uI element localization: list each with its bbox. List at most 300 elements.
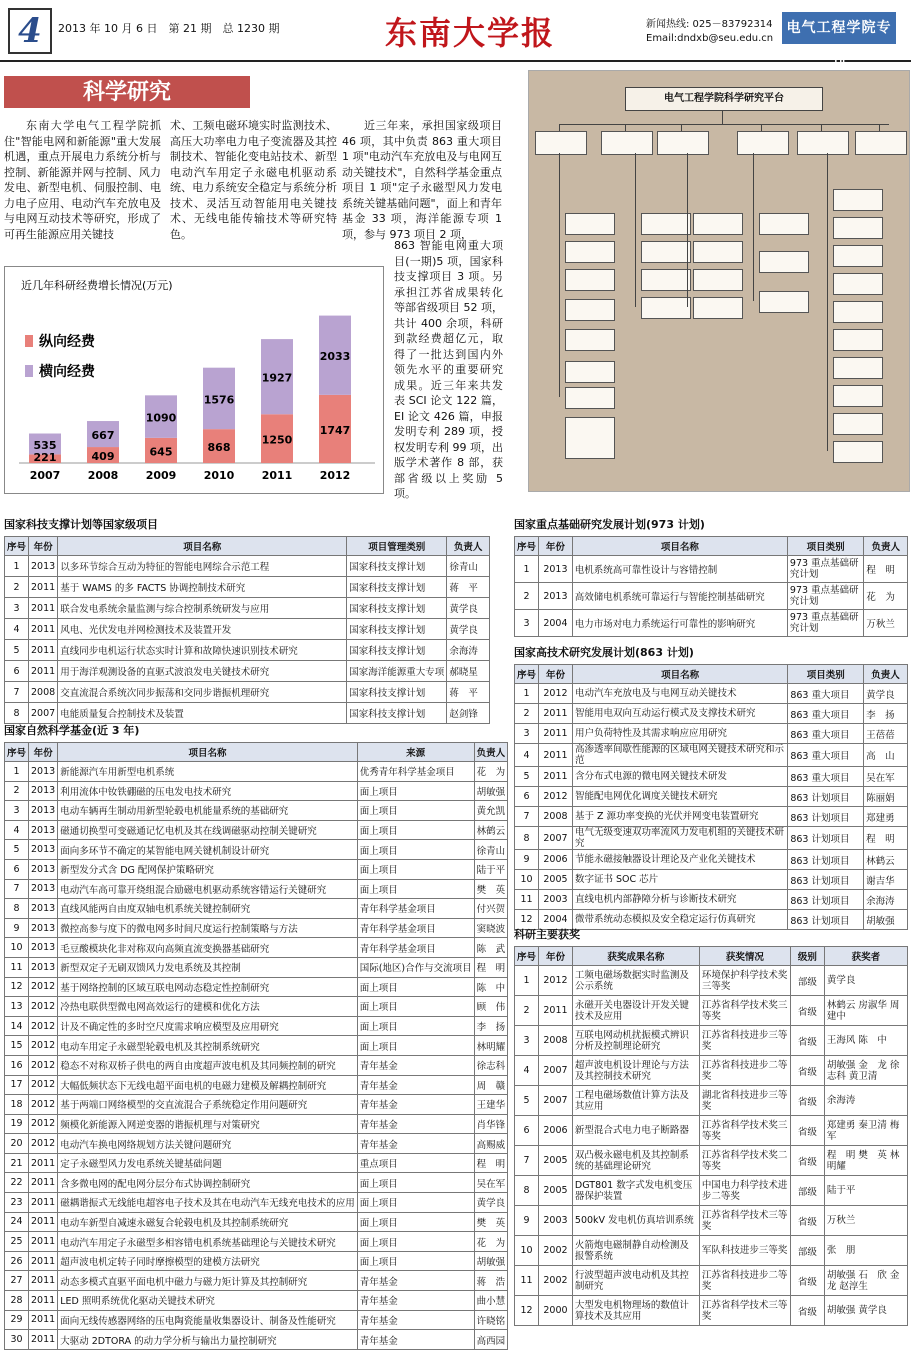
table-row [5,957,508,977]
table-row [515,787,908,807]
column-header: 获奖情况 [699,947,790,966]
table-cell: 27 [5,1271,29,1291]
table-cell: 2011 [29,1153,58,1173]
table-cell: 江苏省科学技术奖三等奖 [699,996,790,1026]
table-cell: 6 [515,787,539,807]
table-row [5,977,508,997]
table-cell: 2011 [29,619,58,640]
table-cell: 基于 Z 源功率变换的光伏并网变电装置研究 [572,807,787,827]
table-cell: 12 [5,977,29,997]
platform-item-box [833,329,883,351]
table-cell: 节能永磁接触器设计理论及产业化关键技术 [572,850,787,870]
table-cell: 青年科学基金项目 [357,899,474,919]
table-awards [514,926,908,1326]
table-cell: 用于海洋观测设备的直驱式波浪发电关键技术研究 [58,661,347,682]
table-row [515,1086,908,1116]
table-cell: 郑建勇 [864,807,908,827]
table-cell: 国家科技支撑计划 [347,640,447,661]
table-cell: 江苏省科技进步二等奖 [699,1056,790,1086]
table-cell: 2012 [539,966,573,996]
table-cell: 稳态不对称双桥子供电的两自由度超声波电机及其同频控制的研究 [58,1055,358,1075]
table-cell: 吴在军 [864,767,908,787]
table-cell: 1 [515,966,539,996]
table-cell: 程 明 [474,957,508,977]
table-cell: 肖华锋 [474,1114,508,1134]
platform-item-box [641,241,691,263]
table-row [515,890,908,910]
table-cell: 电动汽车高可靠开绕组混合励磁电机驱动系统容错运行关键研究 [58,879,358,899]
table-cell: 11 [5,957,29,977]
table-row [515,744,908,767]
platform-item-box [833,273,883,295]
table-cell: 基于两端口网络模型的交直流混合子系统稳定作用问题研究 [58,1095,358,1115]
table-cell: 7 [515,1146,539,1176]
table-cell: 交直流混合系统次同步振荡和交同步谐振机理研究 [58,682,347,703]
table-cell: 磁耦谐振式无线能电超容电子技术及其在电动汽车无线充电技术的应用 [58,1193,358,1213]
table-row [515,610,908,637]
table-cell: 青年科学基金项目 [357,938,474,958]
data-label: 1747 [319,423,351,437]
table-row [5,801,508,821]
x-tick-label: 2011 [261,469,293,482]
table-cell: 程 明 [474,1153,508,1173]
table-row [515,1176,908,1206]
table-cell: 30 [5,1330,29,1350]
legend-swatch [25,365,33,377]
table-cell: 2013 [29,840,58,860]
table-row [5,1212,508,1232]
table-cell: 张 朋 [824,1236,907,1266]
table-cell: 8 [515,1176,539,1206]
data-label: 868 [207,441,231,455]
funding-chart-svg [5,267,383,493]
article-paragraph: 863 智能电网重大项目(一期)5 项，国家科技支撑项目 3 项。另承担江苏省成果转化等部省级项目 52 项，共计 400 余项，科研到款经费超亿元，取得了一批达到国内外领先水平的重要研究成果。近三年来共发表 SCI 论文 122 篇，EI 论文 426 篇，申报发明专利 289 项，授权发明专利 99 项，出版学术著作 8 部，获部省级以上奖励 5 项。 [394,239,503,500]
table-cell: 电动汽车用定子永磁型多相容错电机系统基础理论与关键技术研究 [58,1232,358,1252]
legend-label: 纵向经费 [39,334,95,350]
data-label: 409 [91,450,115,464]
table-cell: 青年基金 [357,1271,474,1291]
table-cell: 风电、光伏发电并网检测技术及装置开发 [58,619,347,640]
x-tick-label: 2012 [319,469,351,482]
table-row [5,1114,508,1134]
table-row [5,899,508,919]
data-label: 535 [33,438,57,452]
table-cell: 黄学良 [824,966,907,996]
table-cell: 3 [515,610,539,637]
research-platform-diagram [528,70,910,492]
table-cell: 国家科技支撑计划 [347,598,447,619]
table-row [5,1291,508,1311]
table-cell: 6 [5,859,29,879]
article-column-2 [170,118,337,242]
table-cell: 大幅低频状态下无线电超平面电机的电磁力建模及解耦控制研究 [58,1075,358,1095]
table-row [5,703,490,724]
table-cell: 陆于平 [474,859,508,879]
table-cell: 以多环节综合互动为特征的智能电网综合示范工程 [58,556,347,577]
table-cell: 4 [5,820,29,840]
table-header-row [515,665,908,684]
table-cell: 14 [5,1016,29,1036]
column-header: 项目名称 [572,537,787,556]
table-cell: 省级 [790,996,824,1026]
table-cell: 付兴贺 [474,899,508,919]
table-cell: 重点项目 [357,1153,474,1173]
table-row [5,997,508,1017]
table-cell: 胡敏强 石 欣 金 龙 赵淳生 [824,1266,907,1296]
table-row [515,1056,908,1086]
table-cell: 定子永磁型风力发电系统关键基础问题 [58,1153,358,1173]
table-cell: 面上项目 [357,997,474,1017]
column-header: 序号 [5,743,29,762]
column-header: 序号 [515,537,539,556]
table-cell: 面上项目 [357,1251,474,1271]
table-cell: 2005 [539,1176,573,1206]
table-cell: 2008 [29,682,58,703]
table-cell: 5 [515,767,539,787]
table-cell: 2011 [29,1271,58,1291]
table-cell: 10 [5,938,29,958]
table-cell: 蒋 浩 [474,1271,508,1291]
issue-info: 2013 年 10 月 6 日 第 21 期 总 1230 期 [58,22,280,35]
table-cell: 黄学良 [864,684,908,704]
table-cell: 面上项目 [357,801,474,821]
column-header: 负责人 [864,537,908,556]
table-cell: 含分布式电源的微电网关键技术研发 [572,767,787,787]
table-cell: 5 [5,640,29,661]
table-cell: 余海涛 [864,890,908,910]
platform-item-box [565,387,615,409]
column-header: 序号 [515,947,539,966]
table-cell: 3 [5,598,29,619]
data-label: 667 [91,429,115,443]
table-cell: 6 [515,1116,539,1146]
table-cell: 国家科技支撑计划 [347,556,447,577]
platform-item-box [833,217,883,239]
table-cell: 863 计划项目 [788,870,864,890]
table-cell: 超声波电机设计理论与方法及其控制技术研究 [572,1056,699,1086]
x-tick-label: 2007 [29,469,61,482]
table-cell: 双凸极永磁电机及其控制系统的基础理论研究 [572,1146,699,1176]
table-cell: 2012 [29,1114,58,1134]
platform-item-box [565,299,615,321]
table-cell: 蒋 平 [447,682,490,703]
table-cell: 2013 [29,957,58,977]
table-cell: 3 [5,801,29,821]
table-row [515,1296,908,1326]
table-cell: 863 计划项目 [788,850,864,870]
column-header: 年份 [539,537,573,556]
column-header: 序号 [5,537,29,556]
table-cell: 省级 [790,1266,824,1296]
platform-item-box [565,213,615,235]
platform-item-box [833,189,883,211]
table-cell: 王建华 [474,1095,508,1115]
chart-legend [25,333,96,380]
platform-category-box [601,131,653,155]
table-cell: 2011 [539,767,573,787]
table-cell: 花 为 [864,583,908,610]
table-cell: 徐青山 [447,556,490,577]
table-cell: 2013 [29,899,58,919]
table-cell: 徐志科 [474,1055,508,1075]
table-row [5,840,508,860]
table-cell: 8 [5,703,29,724]
table-cell: 省级 [790,1296,824,1326]
table-cell: 16 [5,1055,29,1075]
platform-item-box [833,245,883,267]
table-cell: 2012 [29,977,58,997]
table-cell: 11 [515,890,539,910]
table-cell: 2 [5,781,29,801]
table-row [515,807,908,827]
table-cell: 2011 [29,1291,58,1311]
table-973-projects [514,516,908,637]
table-row [5,556,490,577]
legend-label: 横向经费 [39,364,95,380]
table-title: 国家重点基础研究发展计划(973 计划) [514,518,705,531]
platform-item-box [759,213,809,235]
table-cell: 大驱动 2DTORA 的动力学分析与输出力量控制研究 [58,1330,358,1350]
table-cell: 2012 [29,1095,58,1115]
table-cell: 2013 [29,918,58,938]
table-cell: 2012 [29,1036,58,1056]
table-cell: 青年基金 [357,1330,474,1350]
table-cell: 顾 伟 [474,997,508,1017]
table-cell: 面上项目 [357,1173,474,1193]
table-cell: 8 [515,827,539,850]
table-cell: 直线风能两自由度双轴电机系统关键控制研究 [58,899,358,919]
table-cell: 省级 [790,1146,824,1176]
table-row [5,1095,508,1115]
data-label: 1576 [203,393,235,407]
table-cell: 计及不确定性的多时空尺度需求响应模型及应用研究 [58,1016,358,1036]
table-cell: 程 明 [864,556,908,583]
table-cell: 智能用电双向互动运行模式及支撑技术研究 [572,704,787,724]
table-row [5,1330,508,1350]
table-title: 国家自然科学基金(近 3 年) [4,724,140,737]
contact-email: Email:dndxb@seu.edu.cn [646,33,774,44]
table-cell: 郑建勇 秦卫清 梅 军 [824,1116,907,1146]
table-cell: 黄学良 [447,619,490,640]
table-cell: 9 [5,918,29,938]
table-cell: 2013 [29,781,58,801]
table-cell: 面上项目 [357,1036,474,1056]
table-row [5,619,490,640]
table-cell: 江苏省科技进步三等奖 [699,1026,790,1056]
table-cell: 2002 [539,1236,573,1266]
table-row [5,938,508,958]
table-cell: 黄学良 [474,1193,508,1213]
platform-item-box [641,213,691,235]
table-cell: 电动车辆再生制动用新型轮毂电机能量系统的基础研究 [58,801,358,821]
table-row [515,996,908,1026]
table-cell: 新型发分式含 DG 配网保护策略研究 [58,859,358,879]
article-column-3-continued [394,238,503,502]
table-cell: 樊 英 [474,1212,508,1232]
article-column-3 [342,118,502,242]
table-cell: 2013 [539,556,573,583]
table-row [515,827,908,850]
platform-item-box [693,297,743,319]
table-cell: 用户负荷特性及其需求响应应用研究 [572,724,787,744]
table-cell: 2011 [29,1232,58,1252]
data-label: 1090 [145,411,177,425]
table-cell: 青年基金 [357,1075,474,1095]
table-cell: 大型发电机物理场的数值计算技术及其应用 [572,1296,699,1326]
table-cell: 面向多环节不确定的某智能电网关键机制设计研究 [58,840,358,860]
platform-item-box [641,297,691,319]
table-cell: 863 计划项目 [788,910,864,930]
table-cell: 新型混合式电力电子断路器 [572,1116,699,1146]
table-row [515,966,908,996]
table-row [515,1116,908,1146]
table-cell: 2011 [29,640,58,661]
table-cell: 国家海洋能源重大专项 [347,661,447,682]
table-cell: 花 为 [474,1232,508,1252]
table-cell: 工频电磁场数据实时监测及公示系统 [572,966,699,996]
table-cell: 2011 [29,1330,58,1350]
platform-item-box [693,269,743,291]
table-cell: 863 重大项目 [788,744,864,767]
table-cell: 高赐威 [474,1134,508,1154]
table-cell: 2012 [539,787,573,807]
table-cell: 微带系统动态模拟及安全稳定运行仿真研究 [572,910,787,930]
table-row [515,1266,908,1296]
table-cell: 花 为 [474,762,508,782]
data-table [4,536,490,724]
platform-item-box [565,417,615,459]
table-cell: 面上项目 [357,1193,474,1213]
data-label: 2033 [319,350,351,364]
data-label: 1927 [261,371,293,385]
platform-item-box [565,329,615,351]
table-row [5,762,508,782]
table-cell: 23 [5,1193,29,1213]
table-cell: 林鹤云 [864,850,908,870]
table-cell: 2013 [29,859,58,879]
table-cell: 1 [515,684,539,704]
table-row [515,1236,908,1266]
connector-line [635,153,636,307]
table-row [5,1173,508,1193]
table-cell: 2 [5,577,29,598]
table-cell: 2007 [29,703,58,724]
table-row [5,1016,508,1036]
table-cell: 2011 [29,1193,58,1213]
table-cell: 胡敏强 [474,1251,508,1271]
column-header: 项目名称 [58,537,347,556]
table-cell: 利用流体中钕铁硼磁的压电发电技术研究 [58,781,358,801]
table-cell: 青年基金 [357,1310,474,1330]
x-tick-label: 2010 [203,469,235,482]
newspaper-name: 东南大学报 [385,14,556,52]
table-header-row [5,537,490,556]
table-cell: 2000 [539,1296,573,1326]
table-cell: 18 [5,1095,29,1115]
table-cell: 国家科技支撑计划 [347,682,447,703]
table-cell: 微控高参与度下的微电网多时间尺度运行控制策略与方法 [58,918,358,938]
table-cell: 余海涛 [447,640,490,661]
table-row [515,767,908,787]
table-cell: 24 [5,1212,29,1232]
table-cell: 2011 [539,744,573,767]
table-cell: 余海涛 [824,1086,907,1116]
table-cell: 19 [5,1114,29,1134]
platform-category-box [535,131,587,155]
table-cell: 17 [5,1075,29,1095]
table-cell: 赵剑锋 [447,703,490,724]
column-header: 负责人 [447,537,490,556]
table-cell: 2002 [539,1266,573,1296]
table-cell: 5 [515,1086,539,1116]
table-cell: 永磁开关电器设计开发关键技术及应用 [572,996,699,1026]
table-cell: 万秋兰 [824,1206,907,1236]
data-label: 645 [149,445,173,459]
table-cell: 电动汽车充放电及与电网互动关键技术 [572,684,787,704]
connector-line [559,124,889,125]
table-cell: 胡敏强 金 龙 徐志科 黄卫清 [824,1056,907,1086]
table-row [5,859,508,879]
table-row [5,918,508,938]
table-cell: 中国电力科学技术进步二等奖 [699,1176,790,1206]
table-cell: 863 重大项目 [788,684,864,704]
table-cell: 20 [5,1134,29,1154]
table-cell: 面上项目 [357,1232,474,1252]
article-paragraph: 近三年来，承担国家级项目 46 项，其中负责 863 重大项目 1 项"电动汽车充放电及与电网互动关键技术"，自然科学基金重点项目 1 项"定子永磁型风力发电系统关键基础问题"，面上和青年基金 33 项，海洋能源专项 1 项，参与 973 项目 2 项， [342,119,502,241]
table-cell: 部级 [790,1236,824,1266]
table-cell: 青年基金 [357,1134,474,1154]
table-row [515,1206,908,1236]
table-header-row [515,947,908,966]
table-cell: 面上项目 [357,977,474,997]
table-cell: 省级 [790,1056,824,1086]
table-cell: 2013 [539,583,573,610]
table-cell: 江苏省科学技术奖三等奖 [699,1116,790,1146]
table-cell: 火箭炮电磁制静自动检测及报警系统 [572,1236,699,1266]
table-cell: 电气无级变速双功率流风力发电机组的关键技术研究 [572,827,787,850]
connector-line [559,153,560,397]
table-cell: 周 赣 [474,1075,508,1095]
table-cell: 陈 武 [474,938,508,958]
article-paragraph: 术、工频电磁环境实时监测技术、高压大功率电力电子变流器及其控制技术、智能化变电站技术、新型电动汽车用定子永磁电机驱动系统、电力系统安全稳定与系统分析技术、灵活互动智能用电关键技术、无线电能传输技术等研究特色。 [170,119,337,241]
table-cell: 李 扬 [474,1016,508,1036]
table-cell: 8 [5,899,29,919]
table-863-projects [514,644,908,930]
table-cell: 国家科技支撑计划 [347,577,447,598]
table-header-row [515,537,908,556]
platform-item-box [565,269,615,291]
table-cell: 基于 WAMS 的多 FACTS 协调控制技术研究 [58,577,347,598]
table-cell: 徐青山 [474,840,508,860]
connector-line [687,153,688,307]
platform-item-box [693,213,743,235]
column-header: 项目类别 [787,537,864,556]
table-cell: 动态多模式直驱平面电机中磁力与磁力矩计算及其控制研究 [58,1271,358,1291]
table-cell: 2005 [539,870,573,890]
table-row [515,850,908,870]
table-row [515,684,908,704]
table-cell: 10 [515,1236,539,1266]
platform-item-box [565,241,615,263]
table-cell: 冷热电联供型微电网高效运行的建模和优化方法 [58,997,358,1017]
column-header: 年份 [29,537,58,556]
table-row [5,1036,508,1056]
table-title: 科研主要获奖 [514,928,580,941]
table-cell: 2011 [29,1310,58,1330]
platform-item-box [833,385,883,407]
table-cell: 面上项目 [357,879,474,899]
table-cell: 21 [5,1153,29,1173]
